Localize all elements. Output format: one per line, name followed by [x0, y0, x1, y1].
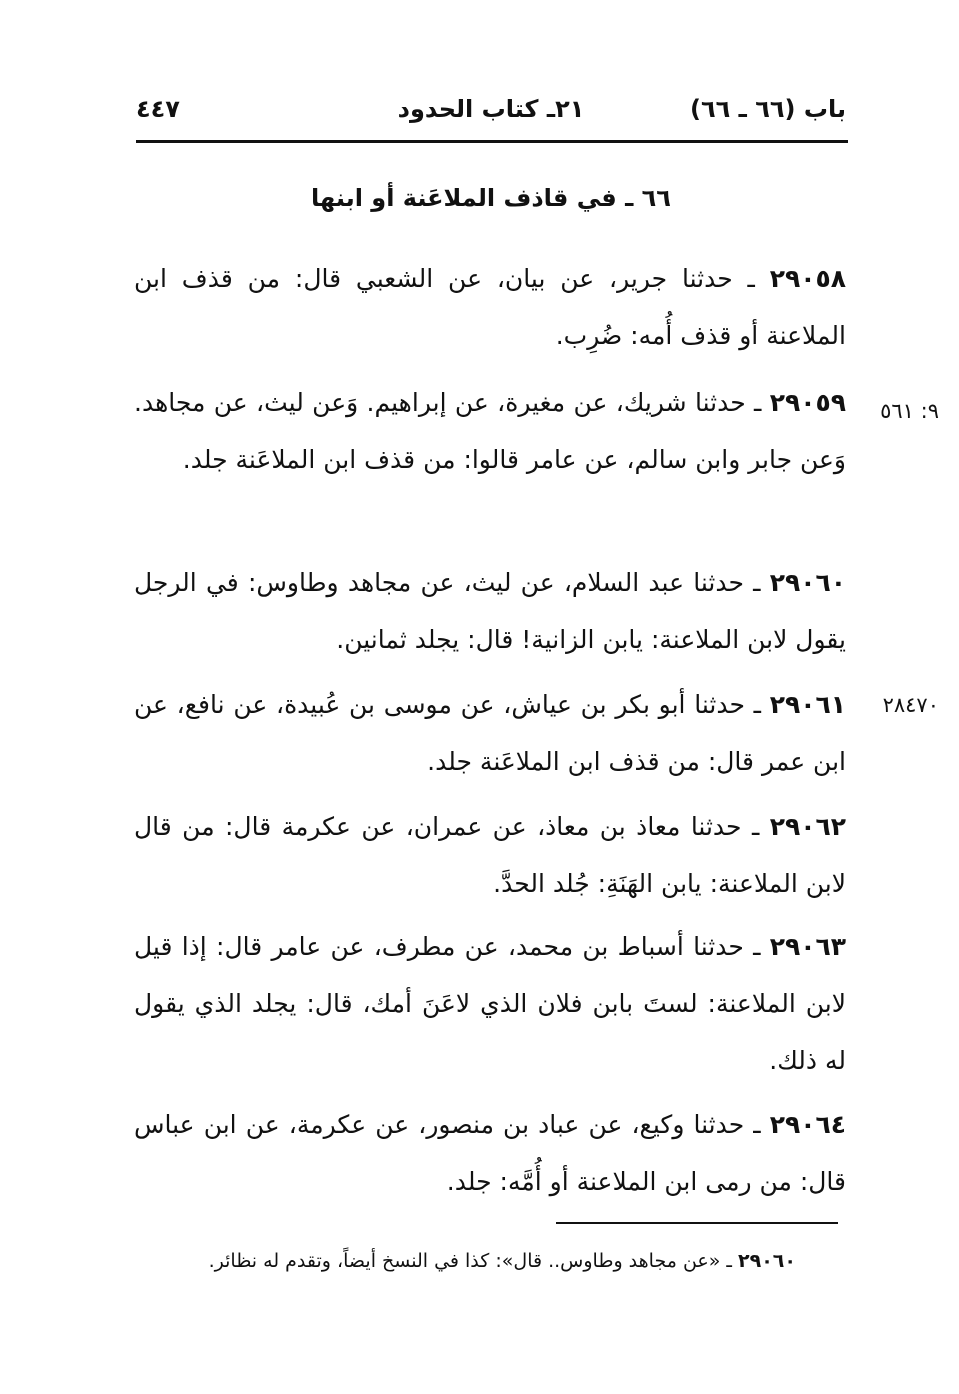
hadith-number: ٢٩٠٦٢	[769, 812, 846, 841]
header-rule	[136, 140, 848, 143]
hadith-text: ـ حدثنا جرير، عن بيان، عن الشعبي قال: من قذف ابن الملاعنة أو قذف أُمه: ضُرِب.	[134, 264, 846, 350]
hadith-entry	[134, 798, 846, 912]
hadith-entry	[134, 676, 846, 790]
page-number: ٤٤٧	[136, 95, 180, 123]
hadith-entry	[134, 1096, 846, 1210]
footnote	[120, 1246, 796, 1276]
hadith-number: ٢٩٠٦٣	[769, 932, 846, 961]
footnote-text: ـ «عن مجاهد وطاوس.. قال»: كذا في النسخ أيضاً، وتقدم له نظائر.	[208, 1250, 739, 1272]
margin-cross-reference: ٩: ٥٦١	[880, 399, 939, 423]
footnote-number: ٢٩٠٦٠	[738, 1250, 796, 1272]
hadith-number: ٢٩٠٦٠	[769, 568, 846, 597]
hadith-text: ـ حدثنا أسباط بن محمد، عن مطرف، عن عامر قال: إذا قيل لابن الملاعنة: لستَ بابن فلان الذي لاعَنَ أمك، قال: يجلد الذي يقول له ذلك.	[134, 932, 846, 1075]
hadith-text: ـ حدثنا أبو بكر بن عياش، عن موسى بن عُبيدة، عن نافع، عن ابن عمر قال: من قذف ابن الملاعَنة جلد.	[134, 690, 846, 776]
hadith-entry	[134, 918, 846, 1089]
hadith-number: ٢٩٠٥٩	[769, 388, 846, 417]
footnote-separator	[556, 1222, 838, 1224]
hadith-entry	[134, 554, 846, 668]
header-book-title: ٢١ـ كتاب الحدود	[397, 95, 585, 123]
hadith-number: ٢٩٠٦٤	[769, 1110, 846, 1139]
hadith-text: ـ حدثنا معاذ بن معاذ، عن عمران، عن عكرمة قال: من قال لابن الملاعنة: يابن الهَنَةِ: جُلد الحدَّ.	[134, 812, 846, 898]
hadith-number: ٢٩٠٥٨	[769, 264, 846, 293]
hadith-number: ٢٩٠٦١	[769, 690, 846, 719]
margin-cross-reference: ٢٨٤٧٠	[882, 693, 939, 717]
hadith-text: ـ حدثنا شريك، عن مغيرة، عن إبراهيم. وَعن ليث، عن مجاهد. وَعن جابر وابن سالم، عن عامر قالوا: من قذف ابن الملاعَنة جلد.	[134, 388, 846, 474]
hadith-entry	[134, 250, 846, 364]
hadith-text: ـ حدثنا عبد السلام، عن ليث، عن مجاهد وطاوس: في الرجل يقول لابن الملاعنة: يابن الزانية! قال: يجلد ثمانين.	[134, 568, 846, 654]
chapter-title: ٦٦ ـ في قاذف الملاعَنة أو ابنها	[311, 184, 671, 212]
hadith-entry	[134, 374, 846, 488]
header-section-label: باب (٦٦ ـ ٦٦)	[690, 95, 846, 123]
hadith-text: ـ حدثنا وكيع، عن عباد بن منصور، عن عكرمة، عن ابن عباس قال: من رمى ابن الملاعنة أو أُمَّه: جلد.	[134, 1110, 846, 1196]
running-header	[136, 92, 846, 132]
